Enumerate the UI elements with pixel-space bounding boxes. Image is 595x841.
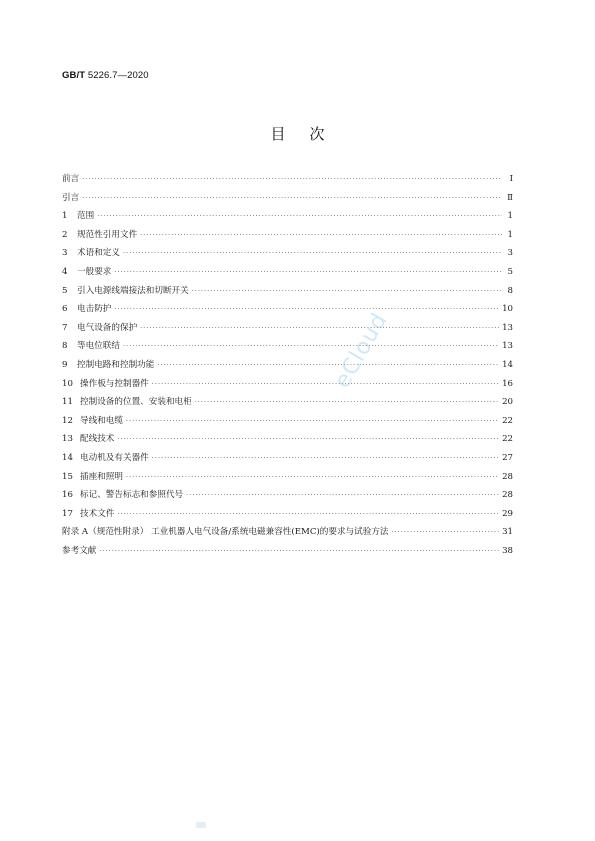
toc-entry-12[interactable] [62, 412, 513, 431]
toc-entry-label [62, 337, 120, 356]
toc-entry-page: 28 [502, 490, 513, 501]
toc-entry-number: 17 [62, 508, 73, 519]
toc-entry-number: 12 [62, 415, 73, 426]
toc-entry-10[interactable] [62, 375, 513, 394]
toc-entry-page: 14 [502, 359, 513, 370]
watermark: eCloud [330, 308, 393, 393]
toc-entry-2[interactable] [62, 226, 513, 245]
toc-entry-17[interactable] [62, 505, 513, 524]
page-title: 目次 [270, 125, 349, 143]
standard-prefix: GB/T [62, 70, 86, 81]
toc-entry-label [62, 282, 189, 301]
leader-dots [82, 190, 502, 209]
toc-entry-title: 插座和照明 [80, 471, 123, 482]
leader-dots [114, 264, 502, 283]
toc-entry-title: 电击防护 [77, 304, 112, 315]
toc-entry-label [62, 430, 114, 449]
leader-dots [186, 487, 499, 506]
toc-entry-number: 15 [62, 471, 73, 482]
toc-entry-title: 标记、警告标志和参照代号 [80, 490, 184, 501]
toc-entry-title: 范围 [77, 211, 95, 222]
leader-dots [152, 450, 499, 469]
leader-dots [157, 357, 499, 376]
leader-dots [392, 524, 500, 543]
toc-entry-page: Ⅱ [507, 192, 513, 203]
toc-entry-label [62, 189, 79, 208]
toc-entry-title: 导线和电缆 [80, 415, 123, 426]
toc-entry-label [62, 505, 114, 524]
toc-entry-6[interactable] [62, 300, 513, 319]
toc-entry-page: 27 [502, 452, 513, 463]
toc-entry-title: 术语和定义 [77, 248, 120, 259]
standard-number: 5226.7—2020 [85, 70, 149, 81]
leader-dots [126, 469, 499, 488]
leader-dots [117, 506, 499, 525]
toc-entry-label [62, 263, 111, 282]
toc-entry-label [62, 468, 123, 487]
leader-dots [82, 171, 502, 190]
toc-entry-number: 5 [62, 285, 68, 296]
toc-entry-number: 16 [62, 490, 73, 501]
toc-entry-foreword[interactable] [62, 170, 513, 189]
toc-entry-label [62, 523, 389, 542]
leader-dots [99, 543, 499, 562]
toc-entry-label [62, 300, 111, 319]
leader-dots [123, 245, 502, 264]
toc-entry-number: 3 [62, 248, 68, 259]
leader-dots [140, 227, 502, 246]
toc-entry-number: 2 [62, 229, 68, 240]
leader-dots [97, 208, 502, 227]
toc-entry-7[interactable] [62, 319, 513, 338]
toc-entry-number: 4 [62, 266, 68, 277]
toc-entry-label [62, 207, 94, 226]
leader-dots [195, 394, 499, 413]
toc-entry-label [62, 393, 192, 412]
toc-entry-label [62, 486, 183, 505]
toc-entry-page: 10 [502, 304, 513, 315]
toc-entry-title: 电动机及有关器件 [80, 452, 149, 463]
toc-entry-title: 电气设备的保护 [77, 322, 138, 333]
leader-dots [152, 376, 499, 395]
toc-entry-number: 11 [62, 397, 73, 408]
toc-entry-page: 13 [502, 322, 513, 333]
toc-entry-number: 10 [62, 378, 73, 389]
toc-entry-11[interactable] [62, 393, 513, 412]
toc-entry-page: 29 [502, 508, 513, 519]
toc-entry-title: 参考文献 [62, 545, 97, 556]
toc-entry-page: 20 [502, 397, 513, 408]
toc-entry-title: 技术文件 [80, 508, 115, 519]
toc-entry-4[interactable] [62, 263, 513, 282]
toc-entry-number: 1 [62, 211, 68, 222]
toc-entry-number: 6 [62, 304, 68, 315]
toc-entry-label [62, 319, 137, 338]
toc-entry-page: 8 [507, 285, 513, 296]
document-code [62, 70, 149, 81]
toc-entry-title: 规范性引用文件 [77, 229, 138, 240]
toc-entry-label [62, 226, 137, 245]
toc-entry-number: 9 [62, 359, 68, 370]
toc-entry-page: 22 [502, 434, 513, 445]
leader-dots [123, 338, 499, 357]
leader-dots [126, 413, 499, 432]
toc-entry-9[interactable] [62, 356, 513, 375]
toc-entry-title: 引言 [62, 192, 80, 203]
toc-entry-label [62, 375, 149, 394]
toc-entry-title: 引入电源线端接法和切断开关 [77, 285, 189, 296]
toc-entry-5[interactable] [62, 282, 513, 301]
toc-entry-page: 28 [502, 471, 513, 482]
toc-entry-page: 16 [502, 378, 513, 389]
toc-entry-page: 31 [502, 527, 513, 538]
toc-entry-title: 等电位联结 [77, 341, 120, 352]
toc-entry-title: 配线技术 [80, 434, 115, 445]
toc-entry-number: 14 [62, 452, 73, 463]
toc-entry-number: 7 [62, 322, 68, 333]
toc-entry-title: 控制设备的位置、安装和电柜 [80, 397, 192, 408]
leader-dots [140, 320, 499, 339]
leader-dots [192, 283, 502, 302]
toc-entry-bibliography[interactable] [62, 542, 513, 561]
toc-entry-16[interactable] [62, 486, 513, 505]
toc-entry-15[interactable] [62, 468, 513, 487]
toc-entry-title: 一般要求 [77, 266, 112, 277]
toc-entry-page: 1 [507, 229, 513, 240]
toc-entry-title: 附录 A（规范性附录） 工业机器人电气设备/系统电磁兼容性(EMC)的要求与试验方法 [62, 527, 389, 538]
toc-entry-annex-a[interactable] [62, 523, 513, 542]
footer-mark [196, 822, 206, 828]
toc-entry-8[interactable] [62, 337, 513, 356]
toc-entry-3[interactable] [62, 244, 513, 263]
leader-dots [117, 431, 499, 450]
toc-entry-number: 8 [62, 341, 68, 352]
toc-entry-label [62, 412, 123, 431]
toc-entry-introduction[interactable] [62, 189, 513, 208]
toc-entry-label [62, 170, 79, 189]
toc-entry-page: 13 [502, 341, 513, 352]
toc-entry-13[interactable] [62, 430, 513, 449]
toc-entry-page: 22 [502, 415, 513, 426]
toc-entry-page: 38 [502, 545, 513, 556]
toc-entry-page: 1 [507, 211, 513, 222]
toc-entry-label [62, 356, 154, 375]
toc-entry-number: 13 [62, 434, 73, 445]
table-of-contents [62, 170, 513, 560]
toc-entry-label [62, 449, 149, 468]
toc-entry-title: 操作板与控制器件 [80, 378, 149, 389]
toc-entry-page: 5 [507, 266, 513, 277]
toc-entry-1[interactable] [62, 207, 513, 226]
toc-entry-title: 前言 [62, 174, 80, 184]
toc-entry-page: 3 [507, 248, 513, 259]
toc-entry-label [62, 244, 120, 263]
toc-entry-title: 控制电路和控制功能 [77, 359, 155, 370]
toc-entry-14[interactable] [62, 449, 513, 468]
toc-entry-page: Ⅰ [509, 174, 513, 184]
leader-dots [114, 301, 499, 320]
toc-entry-label [62, 542, 96, 561]
